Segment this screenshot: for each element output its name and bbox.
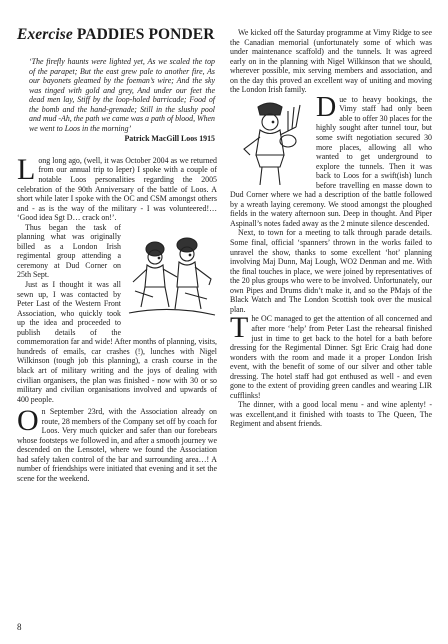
left-paragraph-4 bbox=[17, 404, 217, 483]
left-paragraph-1-text: ong long ago, (well, it was October 2004 as we returned from our annual trip to Ieper) I spoke with a couple of notable Loos personalities regarding the 2005 celebration of the 90th Anniversary of the battle of Loos. A short while later I spoke with the OC and CSM amongst others and - as is the way of the military - I was volunteered!… ‘Good idea Sgt D… crack on!’. bbox=[17, 155, 217, 223]
right-paragraph-3: Next, to town for a meeting to talk through parade details. Some final, official ‘spanners’ thrown in the works failed to unravel the show, thanks to some excellent ‘hot’ planning involving Maj Dunn, Maj Lough, WO2 Denman and me. With the final touches in place, we were joined by representatives of the 20 plus groups who were to be involved. Unfortunately, our own Pipes and Drums didn’t make it, and so the PMajs of the Black Watch and The London Scottish took over the musical plan. bbox=[230, 228, 432, 314]
left-paragraph-4-text: n September 23rd, with the Association already on route, 28 members of the Company set off by coach for Loos. Very much quicker and safer than our forebears whose footsteps we followed in, and after a smooth journey we descended on the Lensotel, where we found the Association had safely taken control of the bar and surrounding area…! A number of friendships were initiated that evening and it set the scene for the weekend. bbox=[17, 407, 217, 483]
left-paragraph-1 bbox=[17, 152, 217, 223]
title-main: PADDIES PONDER bbox=[76, 26, 215, 43]
right-paragraph-2 bbox=[230, 91, 432, 229]
drop-cap-t: T bbox=[230, 311, 249, 345]
title-prefix: Exercise bbox=[17, 26, 77, 43]
drop-cap-l: L bbox=[17, 152, 36, 186]
right-paragraph-4 bbox=[230, 311, 432, 400]
right-paragraph-4-text: he OC managed to get the attention of all concerned and after more ‘help’ from Peter Last the rehearsal finished just in time to get back to the hotel for a bath before dressing for the Regimental Dinner. Sgt Eric Craig had done wonders with the room and made it a proper London Irish event, with the benefit of some of our silver and other table dressing. The hotel staff had got enthused as well - and even gone to the extent of providing green candles and wearing LIR cufflinks! bbox=[230, 314, 432, 400]
right-paragraph-2-text: ue to heavy bookings, the Vimy staff had only been able to offer 30 places for the highly sought after tunnel tour, but some swift negotiation secured 30 more places, allowing all who wanted to get underground to explore the tunnels. Then it was back to Loos for a swift(ish) lunch before travelling en masse down to Dud Corner where we had a description of the battle followed by a wreath laying ceremony. We stood amongst the ploughed fields in the watery afternoon sun. Deep in thought. And Piper Aspinall’s notes faded away as the 2 minute silence descended. bbox=[230, 94, 432, 228]
left-paragraph-2: Thus began the task of planning what was originally billed as a London Irish regimental group attending a ceremony at Dud Corner on 25th Sept. bbox=[17, 222, 121, 280]
soldiers-cartoon-illustration bbox=[125, 227, 217, 327]
piper-cartoon-illustration bbox=[230, 97, 310, 187]
drop-cap-d: D bbox=[316, 91, 337, 123]
article-title bbox=[17, 26, 217, 44]
poem-attribution: Patrick MacGill Loos 1915 bbox=[124, 134, 215, 144]
poem-epigraph: ‘The firefly haunts were lighted yet, As we scaled the top of the parapet; But the east grew pale to another fire, As our bayonets gleamed by the foeman’s wire; And the sky was tinged with gold and grey, And under our feet the dead men lay, Stiff by the loop-holed barricade; Food of the bomb and the hand-grenade; Still in the slushy pool and mud -Ah, the path we came was a path of blood, When we went to Loos in the morning’ bbox=[29, 57, 215, 133]
left-paragraph-3: Just as I thought it was all sewn up, I was contacted by Peter Last of the Western Front Association, who quickly took up the idea and proceeded to publish details of the commemoration far and wide! After months of planning, visits, hundreds of emails, car crashes (!), lunches with Nigel Wilkinson (tough job this planning), a crash course in the black art of military writing and the joys of dealing with civilian organisers, the plan was finished - now with 30 or so military and civilian organisations involved and upwards of 400 people. bbox=[17, 280, 217, 404]
right-paragraph-5: The dinner, with a good local menu - and wine aplenty! - was excellent,and it finished with toasts to The Queen, The Regiment and absent friends. bbox=[230, 400, 432, 429]
drop-cap-o: O bbox=[17, 404, 39, 438]
left-column bbox=[17, 26, 217, 484]
right-column bbox=[230, 28, 432, 429]
page-number: 8 bbox=[17, 622, 22, 632]
right-paragraph-1: We kicked off the Saturday programme at Vimy Ridge to see the Canadian memorial (unfortunately some of which was under maintenance scaffold) and the tunnels. It was agreed early on in the planning with Nigel Wilkinson that we should, wherever possible, mix serving members and association, and on the day this proved an excellent way of uniting and moving the London Irish family. bbox=[230, 28, 432, 95]
